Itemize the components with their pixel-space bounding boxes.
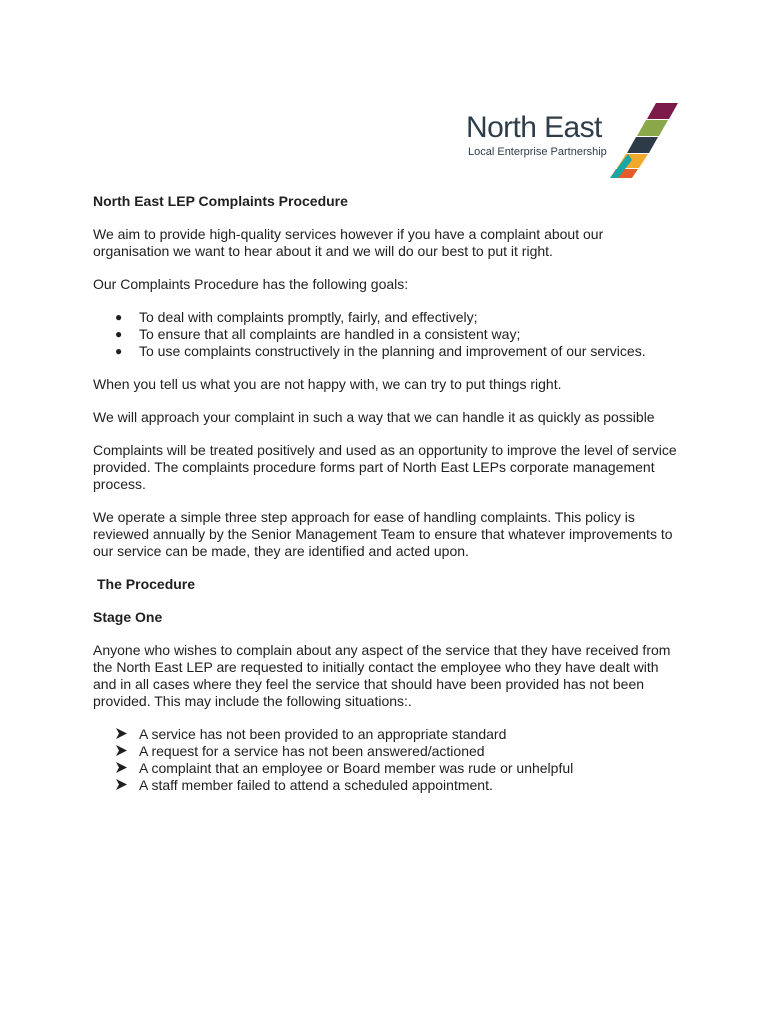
goals-list — [93, 309, 683, 360]
list-item — [93, 743, 683, 760]
list-item-text: A staff member failed to attend a scheduled appointment. — [139, 777, 493, 793]
arrowhead-bullet-icon — [115, 778, 128, 791]
positive-paragraph: Complaints will be treated positively and used as an opportunity to improve the level of service provided. The complaints procedure forms part of North East LEPs corporate management process. — [93, 442, 677, 492]
intro-paragraph: We aim to provide high-quality services however if you have a complaint about our organisation we want to hear about it and we will do our best to put it right. — [93, 226, 604, 259]
tell-us-paragraph: When you tell us what you are not happy with, we can try to put things right. — [93, 376, 562, 392]
list-item — [93, 726, 683, 743]
logo-stripe-1 — [647, 103, 678, 119]
procedure-heading: The Procedure — [97, 576, 196, 592]
logo-subtitle: Local Enterprise Partnership — [468, 146, 607, 158]
list-item — [93, 326, 683, 343]
list-item-text: To deal with complaints promptly, fairly, and effectively; — [139, 309, 478, 325]
list-item-text: To use complaints constructively in the planning and improvement of our services. — [139, 343, 646, 359]
bullet-icon: ● — [115, 310, 123, 324]
arrowhead-bullet-icon — [115, 744, 128, 757]
document-body — [93, 193, 683, 810]
list-item — [93, 309, 683, 326]
list-item — [93, 777, 683, 794]
goals-intro: Our Complaints Procedure has the following goals: — [93, 276, 409, 292]
three-step-paragraph: We operate a simple three step approach for ease of handling complaints. This policy is reviewed annually by the Senior Management Team to ensure that whatever improvements to our service can be made, they are identified and acted upon. — [93, 509, 673, 559]
situations-list — [93, 726, 683, 794]
arrowhead-bullet-icon — [115, 727, 128, 740]
arrowhead-bullet-icon — [115, 761, 128, 774]
north-east-chevron-mark-icon — [608, 100, 680, 178]
logo-stripe-2 — [637, 120, 668, 136]
list-item — [93, 343, 683, 360]
list-item-text: A service has not been provided to an appropriate standard — [139, 726, 507, 742]
list-item-text: To ensure that all complaints are handled in a consistent way; — [139, 326, 521, 342]
bullet-icon: ● — [115, 344, 123, 358]
bullet-icon: ● — [115, 327, 123, 341]
stage-one-heading: Stage One — [93, 609, 163, 625]
document-title: North East LEP Complaints Procedure — [93, 193, 348, 209]
stage-one-paragraph: Anyone who wishes to complain about any aspect of the service that they have received from the North East LEP are requested to initially contact the employee who they have dealt with and in all cases where they feel the service that should have been provided has not been provided. This may include the following situations:. — [93, 642, 671, 709]
list-item-text: A complaint that an employee or Board member was rude or unhelpful — [139, 760, 574, 776]
logo-title: North East — [466, 111, 602, 144]
organisation-logo — [466, 100, 680, 178]
list-item — [93, 760, 683, 777]
approach-paragraph: We will approach your complaint in such a way that we can handle it as quickly as possible — [93, 409, 655, 425]
list-item-text: A request for a service has not been answered/actioned — [139, 743, 485, 759]
logo-stripe-3 — [627, 137, 658, 153]
